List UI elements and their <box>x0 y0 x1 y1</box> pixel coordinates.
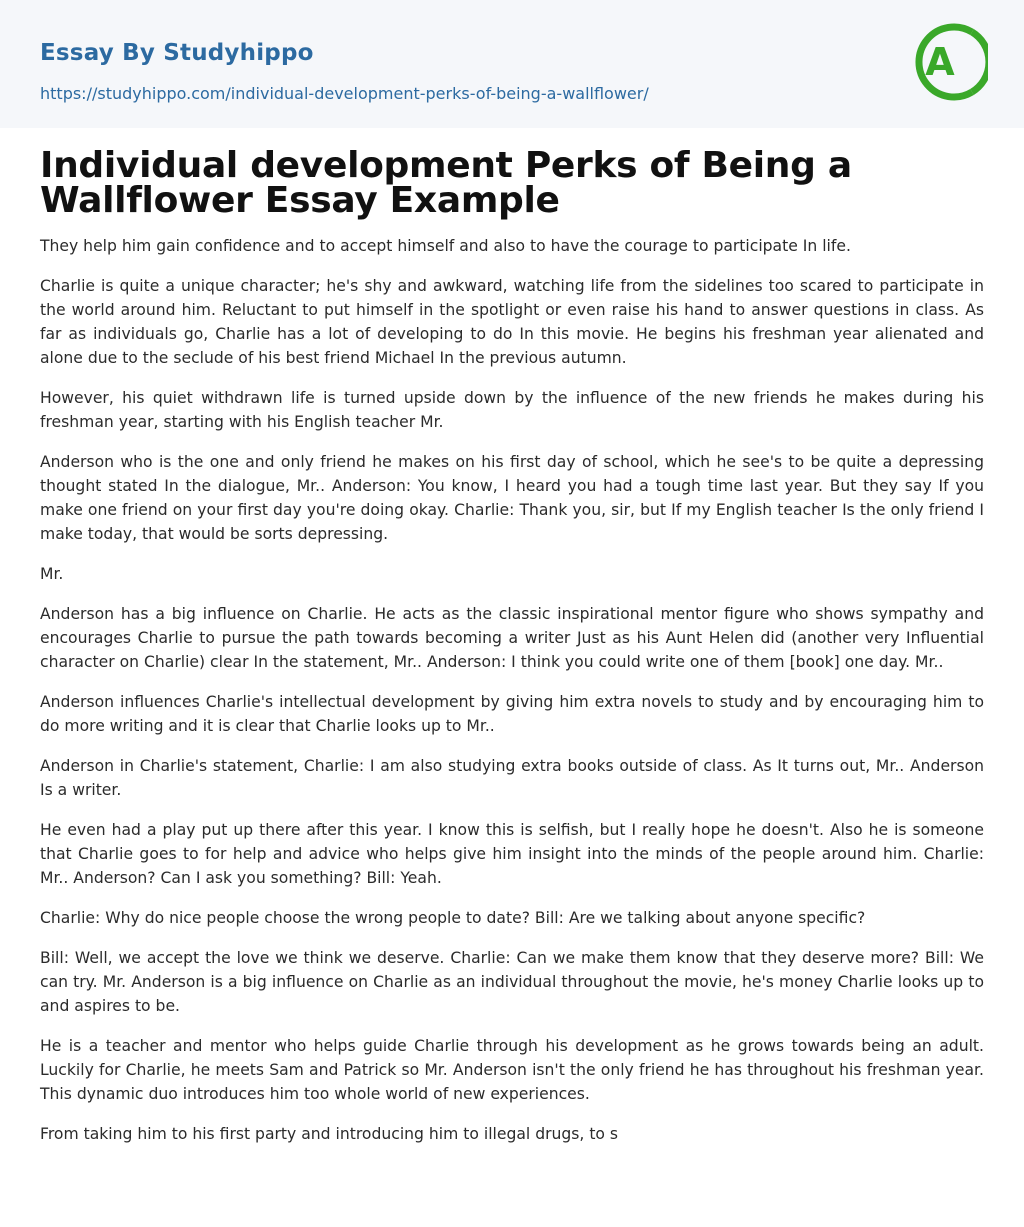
site-header <box>0 0 1024 128</box>
source-url-link[interactable]: https://studyhippo.com/individual-development-perks-of-being-a-wallflower/ <box>40 84 649 103</box>
essay-paragraph: He is a teacher and mentor who helps guide Charlie through his development as he grows towards being an adult. Luckily for Charlie, he meets Sam and Patrick so Mr. Anderson isn't the only friend he has throughout his freshman year. This dynamic duo introduces him too whole world of new experiences. <box>40 1037 984 1103</box>
essay-paragraph: From taking him to his first party and introducing him to illegal drugs, to s <box>40 1125 619 1143</box>
essay-paragraph: However, his quiet withdrawn life is turned upside down by the influence of the new friends he makes during his freshman year, starting with his English teacher Mr. <box>40 389 984 431</box>
essay-paragraph: Bill: Well, we accept the love we think we deserve. Charlie: Can we make them know that they deserve more? Bill: We can try. Mr. Anderson is a big influence on Charlie as an individual throughout the movie, he's money Charlie looks up to and aspires to be. <box>40 949 984 1015</box>
brand-name[interactable]: Essay By Studyhippo <box>40 40 314 66</box>
logo-letter: A <box>925 40 955 84</box>
essay-paragraph: He even had a play put up there after this year. I know this is selfish, but I really hope he doesn't. Also he is someone that Charlie goes to for help and advice who helps give him insight into the minds of the people around him. Charlie: Mr.. Anderson? Can I ask you something? Bill: Yeah. <box>40 821 984 887</box>
essay-paragraph: Anderson has a big influence on Charlie. He acts as the classic inspirational mentor figure who shows sympathy and encourages Charlie to pursue the path towards becoming a writer Just as his Aunt Helen did (another very Influential character on Charlie) clear In the statement, Mr.. Anderson: I think you could write one of them [book] one day. Mr.. <box>40 605 984 671</box>
essay-paragraph: They help him gain confidence and to accept himself and also to have the courage to participate In life. <box>40 237 851 255</box>
essay-paragraph: Anderson in Charlie's statement, Charlie: I am also studying extra books outside of class. As It turns out, Mr.. Anderson Is a writer. <box>40 757 984 799</box>
essay-paragraph: Anderson who is the one and only friend he makes on his first day of school, which he see's to be quite a depressing thought stated In the dialogue, Mr.. Anderson: You know, I heard you had a tough time last year. But they say If you make one friend on your first day you're doing okay. Charlie: Thank you, sir, but If my English teacher Is the only friend I make today, that would be sorts depressing. <box>40 453 984 543</box>
essay-paragraph: Anderson influences Charlie's intellectual development by giving him extra novels to study and by encouraging him to do more writing and it is clear that Charlie looks up to Mr.. <box>40 693 984 735</box>
studyhippo-logo-icon[interactable] <box>910 18 988 106</box>
essay-paragraph: Mr. <box>40 565 64 583</box>
essay-paragraph: Charlie: Why do nice people choose the wrong people to date? Bill: Are we talking about anyone specific? <box>40 909 866 927</box>
essay-title: Individual development Perks of Being a Wallflower Essay Example <box>40 145 852 221</box>
essay-body <box>40 234 984 1162</box>
essay-paragraph: Charlie is quite a unique character; he's shy and awkward, watching life from the sidelines too scared to participate in the world around him. Reluctant to put himself in the spotlight or even raise his hand to answer questions in class. As far as individuals go, Charlie has a lot of developing to do In this movie. He begins his freshman year alienated and alone due to the seclude of his best friend Michael In the previous autumn. <box>40 277 984 367</box>
